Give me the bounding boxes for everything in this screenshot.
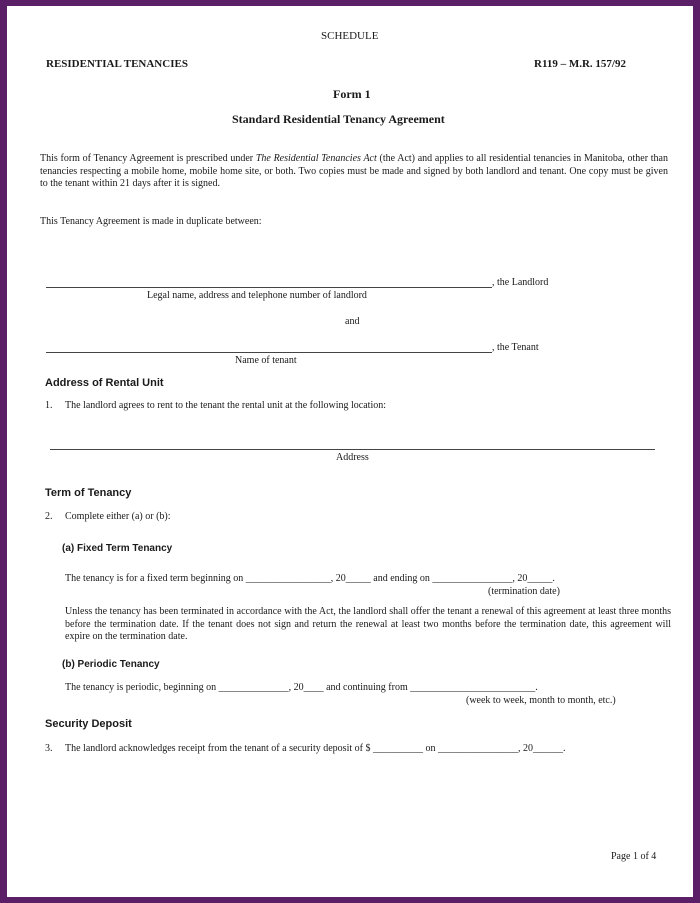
term-heading: Term of Tenancy: [45, 487, 132, 499]
rental-unit-number: 1.: [45, 400, 53, 411]
tenant-name-line[interactable]: [46, 352, 492, 353]
statute-name: RESIDENTIAL TENANCIES: [46, 58, 188, 70]
deposit-heading: Security Deposit: [45, 718, 132, 730]
address-line[interactable]: [50, 449, 655, 450]
periodic-heading: (b) Periodic Tenancy: [62, 659, 160, 670]
page-number: Page 1 of 4: [611, 851, 657, 862]
landlord-caption: Legal name, address and telephone number of landlord: [147, 290, 367, 301]
landlord-name-line[interactable]: [46, 287, 492, 288]
form-title: Standard Residential Tenancy Agreement: [232, 112, 445, 126]
periodic-caption: (week to week, month to month, etc.): [466, 695, 616, 706]
renewal-paragraph: Unless the tenancy has been terminated in accordance with the Act, the landlord shall offer the tenant a renewal of this agreement at least three months before the termination date. If the tenant does not sign and return the renewal at least two months before the termination date, this agreement will expire on the termination date.: [65, 606, 671, 642]
periodic-line[interactable]: The tenancy is periodic, beginning on ______________, 20____ and continuing from _________________________.: [65, 682, 538, 693]
tenant-suffix: , the Tenant: [492, 342, 539, 353]
act-name: The Residential Tenancies Act: [255, 153, 377, 164]
schedule-label: SCHEDULE: [321, 30, 379, 42]
between-text: This Tenancy Agreement is made in duplicate between:: [40, 216, 262, 227]
rental-unit-heading: Address of Rental Unit: [45, 377, 164, 389]
fixed-term-heading: (a) Fixed Term Tenancy: [62, 543, 173, 554]
deposit-number: 3.: [45, 743, 53, 754]
deposit-text[interactable]: The landlord acknowledges receipt from the tenant of a security deposit of $ __________ on ________________, 20______.: [65, 743, 566, 754]
intro-paragraph: This form of Tenancy Agreement is prescribed under The Residential Tenancies Act (the Act) and applies to all residential tenancies in Manitoba, other than tenancies respecting a mobile home, mobile home site, or both. Two copies must be made and signed by both landlord and tenant. One copy must be given to the tenant within 21 days after it is signed.: [40, 153, 668, 189]
term-text: Complete either (a) or (b):: [65, 511, 171, 522]
form-number: Form 1: [333, 87, 371, 101]
tenant-caption: Name of tenant: [235, 355, 297, 366]
rental-unit-text: The landlord agrees to rent to the tenant the rental unit at the following location:: [65, 400, 387, 411]
regulation-number: R119 – M.R. 157/92: [534, 58, 626, 70]
document-page: [7, 6, 693, 897]
and-text: and: [345, 316, 360, 327]
termination-date-caption: (termination date): [488, 586, 560, 597]
term-number: 2.: [45, 511, 53, 522]
address-caption: Address: [336, 452, 369, 463]
landlord-suffix: , the Landlord: [492, 277, 549, 288]
fixed-term-line[interactable]: The tenancy is for a fixed term beginning on _________________, 20_____ and ending on ________________, 20_____.: [65, 573, 555, 584]
